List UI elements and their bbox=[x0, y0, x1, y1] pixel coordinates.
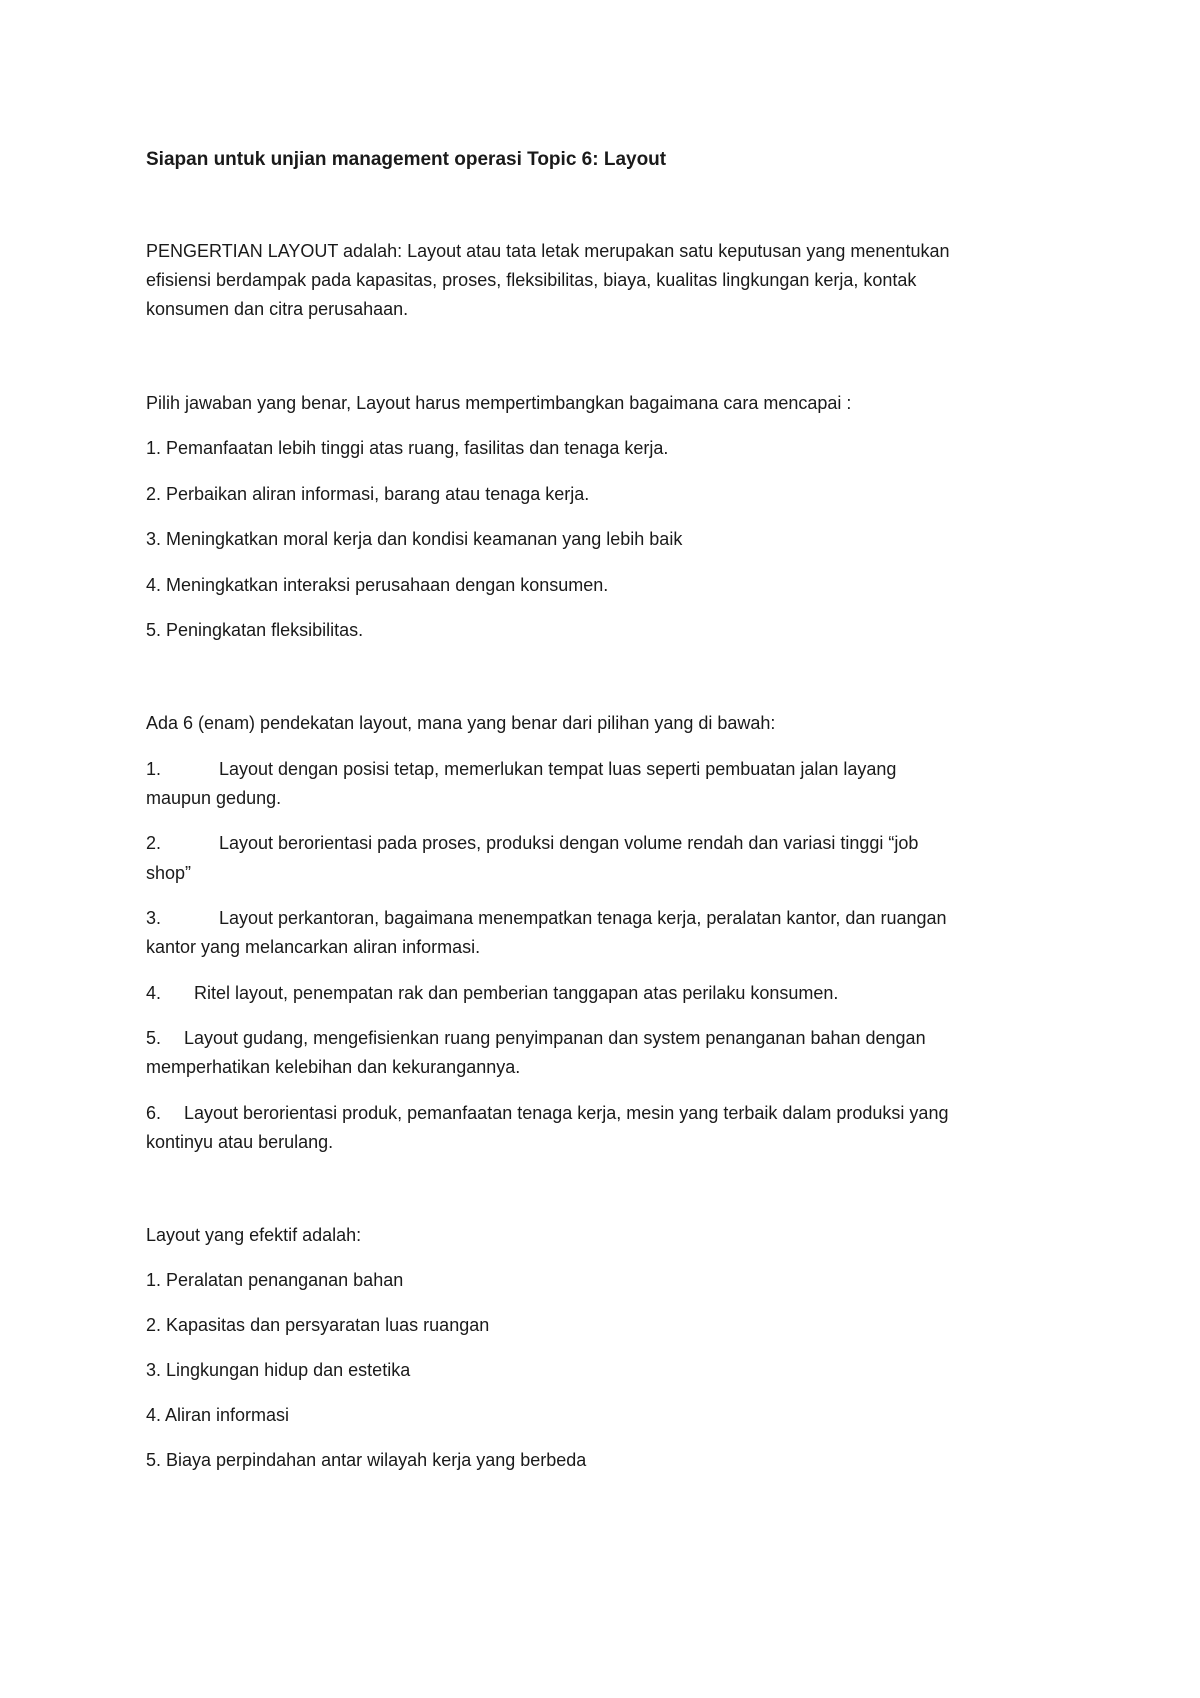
section2-item-2-cont: shop” bbox=[146, 863, 192, 883]
item-text: Layout berorientasi pada proses, produksi dengan volume rendah dan variasi tinggi “job bbox=[219, 833, 919, 853]
definition-line-2: efisiensi berdampak pada kapasitas, proses, fleksibilitas, biaya, kualitas lingkungan kerja, kontak bbox=[146, 270, 917, 290]
section3-item-3: 3. Lingkungan hidup dan estetika bbox=[146, 1360, 411, 1380]
section1-intro: Pilih jawaban yang benar, Layout harus mempertimbangkan bagaimana cara mencapai : bbox=[146, 393, 852, 413]
definition-line-1: PENGERTIAN LAYOUT adalah: Layout atau tata letak merupakan satu keputusan yang menentukan bbox=[146, 241, 950, 261]
section2-item-1 bbox=[146, 760, 896, 778]
item-text: Layout perkantoran, bagaimana menempatkan tenaga kerja, peralatan kantor, dan ruangan bbox=[219, 908, 947, 928]
definition-line-3: konsumen dan citra perusahaan. bbox=[146, 299, 409, 319]
section1-item-3: 3. Meningkatkan moral kerja dan kondisi keamanan yang lebih baik bbox=[146, 529, 683, 549]
section2-item-6-cont: kontinyu atau berulang. bbox=[146, 1132, 334, 1152]
item-text: Layout gudang, mengefisienkan ruang penyimpanan dan system penanganan bahan dengan bbox=[184, 1028, 926, 1048]
section2-item-5 bbox=[146, 1029, 926, 1047]
section1-item-4: 4. Meningkatkan interaksi perusahaan dengan konsumen. bbox=[146, 575, 609, 595]
section3-item-5: 5. Biaya perpindahan antar wilayah kerja yang berbeda bbox=[146, 1450, 587, 1470]
section2-item-5-cont: memperhatikan kelebihan dan kekurangannya. bbox=[146, 1057, 521, 1077]
section2-item-1-cont: maupun gedung. bbox=[146, 788, 282, 808]
section3-item-2: 2. Kapasitas dan persyaratan luas ruangan bbox=[146, 1315, 490, 1335]
section2-item-3 bbox=[146, 909, 947, 927]
item-number: 1. bbox=[146, 759, 162, 779]
section3-intro: Layout yang efektif adalah: bbox=[146, 1225, 362, 1245]
section2-item-4 bbox=[146, 984, 838, 1002]
item-text: Layout dengan posisi tetap, memerlukan tempat luas seperti pembuatan jalan layang bbox=[219, 759, 897, 779]
item-text: Ritel layout, penempatan rak dan pemberian tanggapan atas perilaku konsumen. bbox=[194, 983, 839, 1003]
item-text: Layout berorientasi produk, pemanfaatan tenaga kerja, mesin yang terbaik dalam produksi yang bbox=[184, 1103, 949, 1123]
section3-item-1: 1. Peralatan penanganan bahan bbox=[146, 1270, 404, 1290]
item-number: 3. bbox=[146, 908, 162, 928]
section2-item-2 bbox=[146, 834, 918, 852]
section2-intro: Ada 6 (enam) pendekatan layout, mana yang benar dari pilihan yang di bawah: bbox=[146, 713, 776, 733]
section1-item-1: 1. Pemanfaatan lebih tinggi atas ruang, fasilitas dan tenaga kerja. bbox=[146, 438, 669, 458]
item-number: 4. bbox=[146, 983, 162, 1003]
section3-item-4: 4. Aliran informasi bbox=[146, 1405, 290, 1425]
item-number: 6. bbox=[146, 1103, 162, 1123]
section1-item-2: 2. Perbaikan aliran informasi, barang atau tenaga kerja. bbox=[146, 484, 590, 504]
section1-item-5: 5. Peningkatan fleksibilitas. bbox=[146, 620, 364, 640]
section2-item-6 bbox=[146, 1104, 948, 1122]
section2-item-3-cont: kantor yang melancarkan aliran informasi. bbox=[146, 937, 481, 957]
item-number: 5. bbox=[146, 1028, 162, 1048]
item-number: 2. bbox=[146, 833, 162, 853]
document-title: Siapan untuk unjian management operasi Topic 6: Layout bbox=[146, 149, 667, 170]
